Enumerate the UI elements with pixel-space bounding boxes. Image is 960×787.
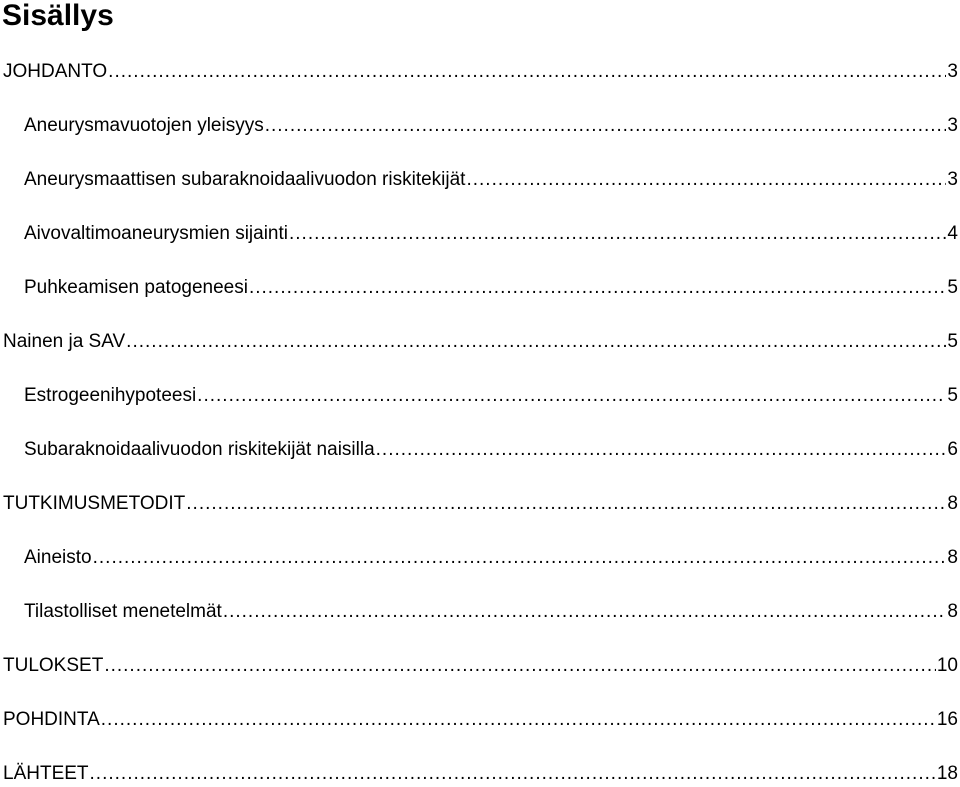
toc-entry[interactable] [0, 598, 958, 625]
toc-entry-page: 16 [936, 709, 958, 730]
toc-entry[interactable] [0, 166, 958, 193]
toc-entry[interactable] [0, 490, 958, 517]
toc-entry[interactable] [0, 112, 958, 139]
toc-entry-label: Aneurysmaattisen subaraknoidaalivuodon riskitekijät [24, 169, 466, 190]
toc-entry[interactable] [0, 220, 958, 247]
toc-entry-page: 4 [947, 223, 958, 244]
toc-entry-page: 3 [947, 115, 958, 136]
toc-entry-label: Subaraknoidaalivuodon riskitekijät naisilla [24, 439, 375, 460]
toc-title: Sisällys [2, 0, 114, 32]
toc-entry[interactable] [0, 382, 958, 409]
toc-dot-leader [101, 706, 936, 733]
toc-entry[interactable] [0, 436, 958, 463]
toc-entry-label: Nainen ja SAV [3, 331, 126, 352]
toc-entry-page: 5 [947, 385, 958, 406]
toc-entry-label: POHDINTA [3, 709, 100, 730]
toc-entry[interactable] [0, 652, 958, 679]
toc-entry[interactable] [0, 274, 958, 301]
toc-entry-label: Puhkeamisen patogeneesi [24, 277, 248, 298]
toc-entry-page: 10 [936, 655, 958, 676]
toc-dot-leader [223, 598, 947, 625]
toc-entry[interactable] [0, 328, 958, 355]
toc-entry-label: JOHDANTO [3, 61, 108, 82]
toc-entry-page: 18 [936, 763, 958, 784]
toc-entry[interactable] [0, 58, 958, 85]
toc-dot-leader [93, 544, 947, 571]
toc-list [0, 58, 958, 787]
toc-dot-leader [249, 274, 946, 301]
toc-entry-label: Estrogeenihypoteesi [24, 385, 197, 406]
toc-entry-page: 5 [947, 331, 958, 352]
toc-dot-leader [186, 490, 946, 517]
toc-dot-leader [90, 760, 936, 787]
toc-dot-leader [466, 166, 946, 193]
toc-entry-page: 8 [947, 547, 958, 568]
toc-entry[interactable] [0, 544, 958, 571]
toc-entry-page: 3 [947, 61, 958, 82]
toc-entry-label: TULOKSET [3, 655, 104, 676]
toc-dot-leader [104, 652, 936, 679]
toc-entry-label: TUTKIMUSMETODIT [3, 493, 186, 514]
toc-dot-leader [108, 58, 946, 85]
toc-entry-label: Aivovaltimoaneurysmien sijainti [24, 223, 288, 244]
toc-entry-label: Aneurysmavuotojen yleisyys [24, 115, 264, 136]
toc-entry-page: 8 [947, 601, 958, 622]
toc-entry-page: 5 [947, 277, 958, 298]
toc-entry-label: Aineisto [24, 547, 92, 568]
toc-entry[interactable] [0, 760, 958, 787]
toc-dot-leader [197, 382, 946, 409]
toc-entry[interactable] [0, 706, 958, 733]
toc-entry-page: 3 [947, 169, 958, 190]
toc-entry-label: LÄHTEET [3, 763, 89, 784]
toc-entry-page: 6 [947, 439, 958, 460]
toc-dot-leader [126, 328, 946, 355]
toc-entry-label: Tilastolliset menetelmät [24, 601, 222, 622]
toc-entry-page: 8 [947, 493, 958, 514]
toc-dot-leader [376, 436, 947, 463]
toc-dot-leader [289, 220, 946, 247]
toc-dot-leader [265, 112, 947, 139]
